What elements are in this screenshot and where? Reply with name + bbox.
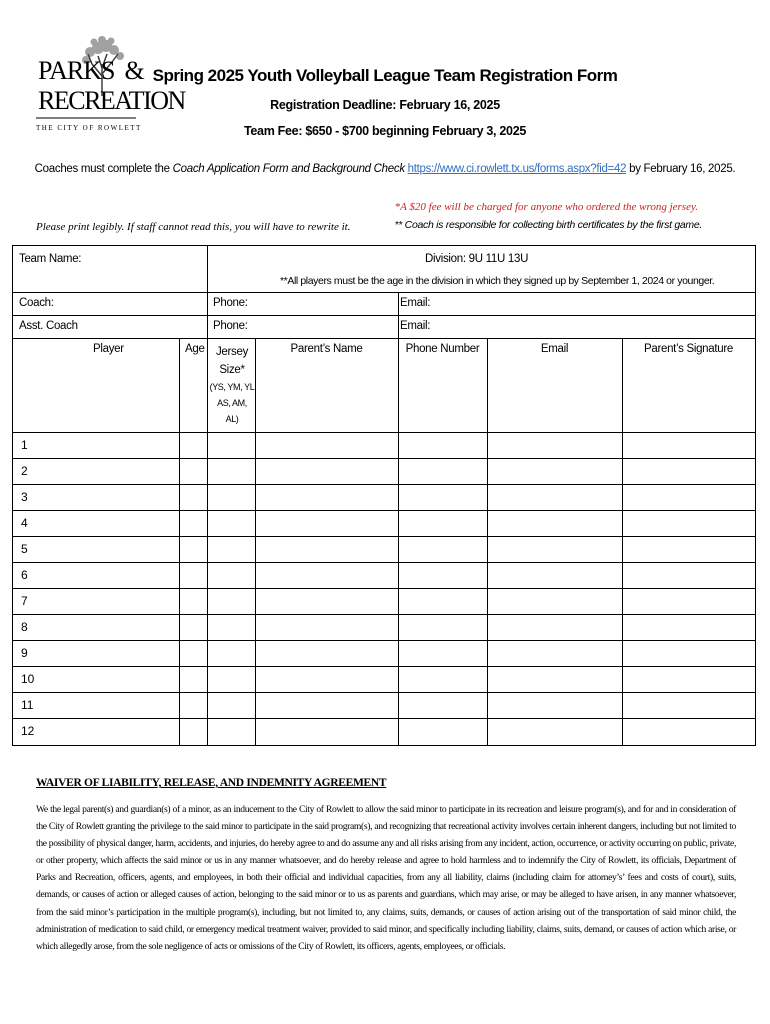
division-label: Division: 9U 11U 13U	[425, 253, 529, 265]
asst-coach-label: Asst. Coach	[19, 320, 78, 332]
row-number: 2	[21, 464, 28, 478]
waiver-heading: WAIVER OF LIABILITY, RELEASE, AND INDEMNITY AGREEMENT	[36, 777, 387, 789]
coach-label: Coach:	[19, 297, 54, 309]
birth-certificate-note: ** Coach is responsible for collecting birth certificates by the first game.	[394, 219, 702, 231]
jersey-fee-note: *A $20 fee will be charged for anyone who ordered the wrong jersey.	[394, 201, 698, 213]
row-number: 6	[21, 568, 28, 582]
form-title: Spring 2025 Youth Volleyball League Team Registration Form	[152, 66, 618, 85]
row-number: 4	[21, 516, 28, 530]
waiver-text: We the legal parent(s) and guardian(s) of a minor, as an inducement to the City of Rowlett to allow the said minor to participate in its recreation and leisure program(s), and for and in consideration of the City of Rowlett granting the privilege to the said minor to participate in the said program(s), and recognizing that recreational activity involves certain inherent dangers, including but not limited to the possibility of physical danger, harm, accidents, and injuries, do hereby agree to and do assume any and all risks arising from any incident, action, occurrence, or activity occurring on public, private, or other property, which affects the said minor or us in any manner whatsoever, and do hereby release and agree to hold harmless and to indemnify the City of Rowlett, its officials, Department of Parks and Recreation, officers, agents, and employees, in both their official and individual capacities, from any all liability, claims (including claim for attorney’s’ fees and costs of court), suits, demands, or causes of action or alleged causes of action, belonging to the said minor or to us as parents and guardians, which may arise, or may be alleged to have arisen, in any manner whatsoever, from the said minor’s participation in the multiple program(s), including, but not limited to, any claims, suits, demands, or causes of action arising out of the transportation of said minor child, the administration of medication to said child, or emergency medical treatment waiver, provided to said minor, and specifically including liability, claims, suits, demand, or causes of action which arise, or which allegedly arose, from the sole negligence of acts or omissions of the City of Rowlett, its officers, agents, employees, or officials.	[36, 804, 736, 952]
col-email: Email	[540, 343, 569, 355]
row-number: 8	[21, 620, 28, 634]
asst-coach-email-label: Email:	[400, 320, 431, 332]
row-number: 12	[21, 724, 35, 738]
row-number: 1	[21, 438, 28, 452]
col-age: Age	[185, 343, 205, 355]
row-number: 10	[21, 672, 35, 686]
team-fee: Team Fee: $650 - $700 beginning February 3, 2025	[243, 124, 527, 138]
row-number: 3	[21, 490, 28, 504]
col-parent-name: Parent’s Name	[290, 343, 363, 355]
logo-recreation-text: RECREATION	[38, 86, 185, 115]
registration-deadline: Registration Deadline: February 16, 2025	[270, 98, 500, 112]
col-parent-signature: Parent’s Signature	[643, 343, 733, 355]
team-name-label: Team Name:	[19, 253, 82, 265]
row-number: 9	[21, 646, 28, 660]
col-player: Player	[93, 343, 124, 355]
asst-coach-phone-label: Phone:	[213, 320, 248, 332]
logo-parks-text: PARKS &	[38, 56, 144, 85]
print-legibly-note: Please print legibly. If staff cannot read this, you will have to rewrite it.	[36, 221, 351, 233]
col-phone-number: Phone Number	[405, 343, 480, 355]
row-number: 5	[21, 542, 28, 556]
row-number: 11	[21, 698, 34, 712]
coach-application-link[interactable]: https://www.ci.rowlett.tx.us/forms.aspx?fid=42	[407, 163, 627, 175]
coach-email-label: Email:	[400, 297, 431, 309]
coaches-note: Coaches must complete the Coach Application Form and Background Check https://www.ci.rowlett.tx.us/forms.aspx?fid=42 by February 16, 2025.	[34, 163, 736, 175]
col-jersey-size: Jersey Size* (YS, YM, YL AS, AM, AL)	[209, 346, 255, 424]
logo-city-text: THE CITY OF ROWLETT	[36, 124, 142, 132]
age-requirement-note: **All players must be the age in the division in which they signed up by September 1, 2024 or younger.	[280, 275, 715, 287]
registration-table	[12, 245, 756, 746]
coach-phone-label: Phone:	[213, 297, 248, 309]
row-number: 7	[21, 594, 28, 608]
